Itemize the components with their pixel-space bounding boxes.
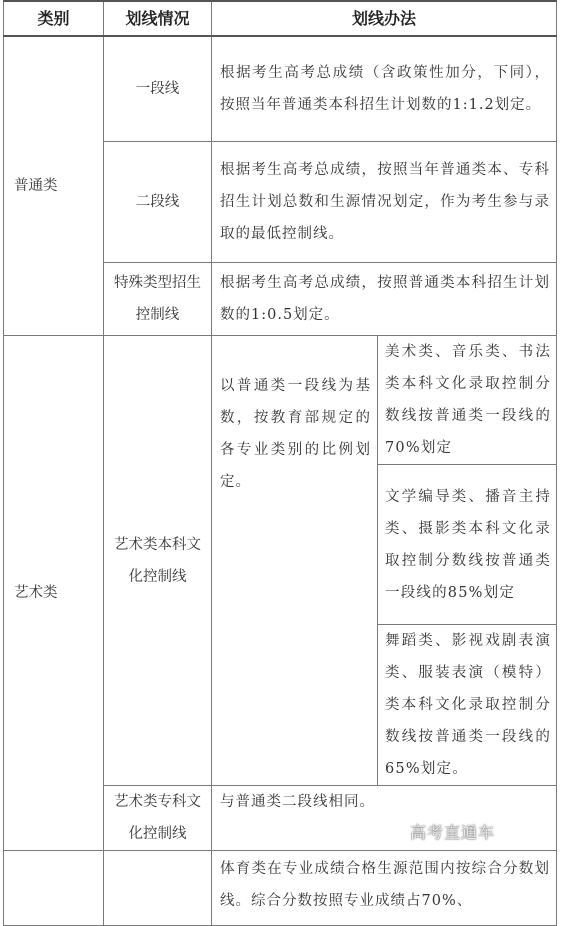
situation-sports bbox=[104, 851, 212, 926]
category-art: 艺术类 bbox=[4, 336, 104, 851]
method-sports: 体育类在专业成绩合格生源范围内按综合分数划线。综合分数按照专业成绩占70%、 bbox=[212, 851, 557, 926]
method-special-type: 根据考生高考总成绩，按照普通类本科招生计划数的1:0.5划定。 bbox=[212, 263, 557, 336]
situation-second-tier: 二段线 bbox=[104, 142, 212, 263]
table-row bbox=[4, 336, 557, 465]
art-sub-fine-arts: 美术类、音乐类、书法类本科文化录取控制分数线按普通类一段线的70%划定 bbox=[378, 336, 557, 465]
situation-art-undergrad: 艺术类本科文化控制线 bbox=[104, 336, 212, 786]
situation-art-college: 艺术类专科文化控制线 bbox=[104, 786, 212, 851]
category-sports bbox=[4, 851, 104, 926]
category-general: 普通类 bbox=[4, 36, 104, 336]
score-line-table bbox=[3, 0, 557, 926]
header-method: 划线办法 bbox=[212, 1, 557, 36]
method-art-undergrad: 以普通类一段线为基数，按教育部规定的各专业类别的比例划定。 bbox=[212, 336, 378, 786]
method-first-tier: 根据考生高考总成绩（含政策性加分，下同），按照当年普通类本科招生计划数的1:1.2划定。 bbox=[212, 36, 557, 142]
situation-first-tier: 一段线 bbox=[104, 36, 212, 142]
method-art-college: 与普通类二段线相同。 bbox=[212, 786, 557, 851]
method-second-tier: 根据考生高考总成绩，按照当年普通类本、专科招生计划总数和生源情况划定，作为考生参与录取的最低控制线。 bbox=[212, 142, 557, 263]
art-sub-literature: 文学编导类、播音主持类、摄影类本科文化录取控制分数线按普通类一段线的85%划定 bbox=[378, 465, 557, 625]
header-category: 类别 bbox=[4, 1, 104, 36]
watermark: 高考直通车 bbox=[410, 823, 496, 842]
table-row bbox=[4, 36, 557, 142]
art-sub-dance: 舞蹈类、影视戏剧表演类、服装表演（模特）类本科文化录取控制分数线按普通类一段线的65%划定。 bbox=[378, 625, 557, 786]
situation-special-type: 特殊类型招生控制线 bbox=[104, 263, 212, 336]
table-row bbox=[4, 851, 557, 926]
header-situation: 划线情况 bbox=[104, 1, 212, 36]
